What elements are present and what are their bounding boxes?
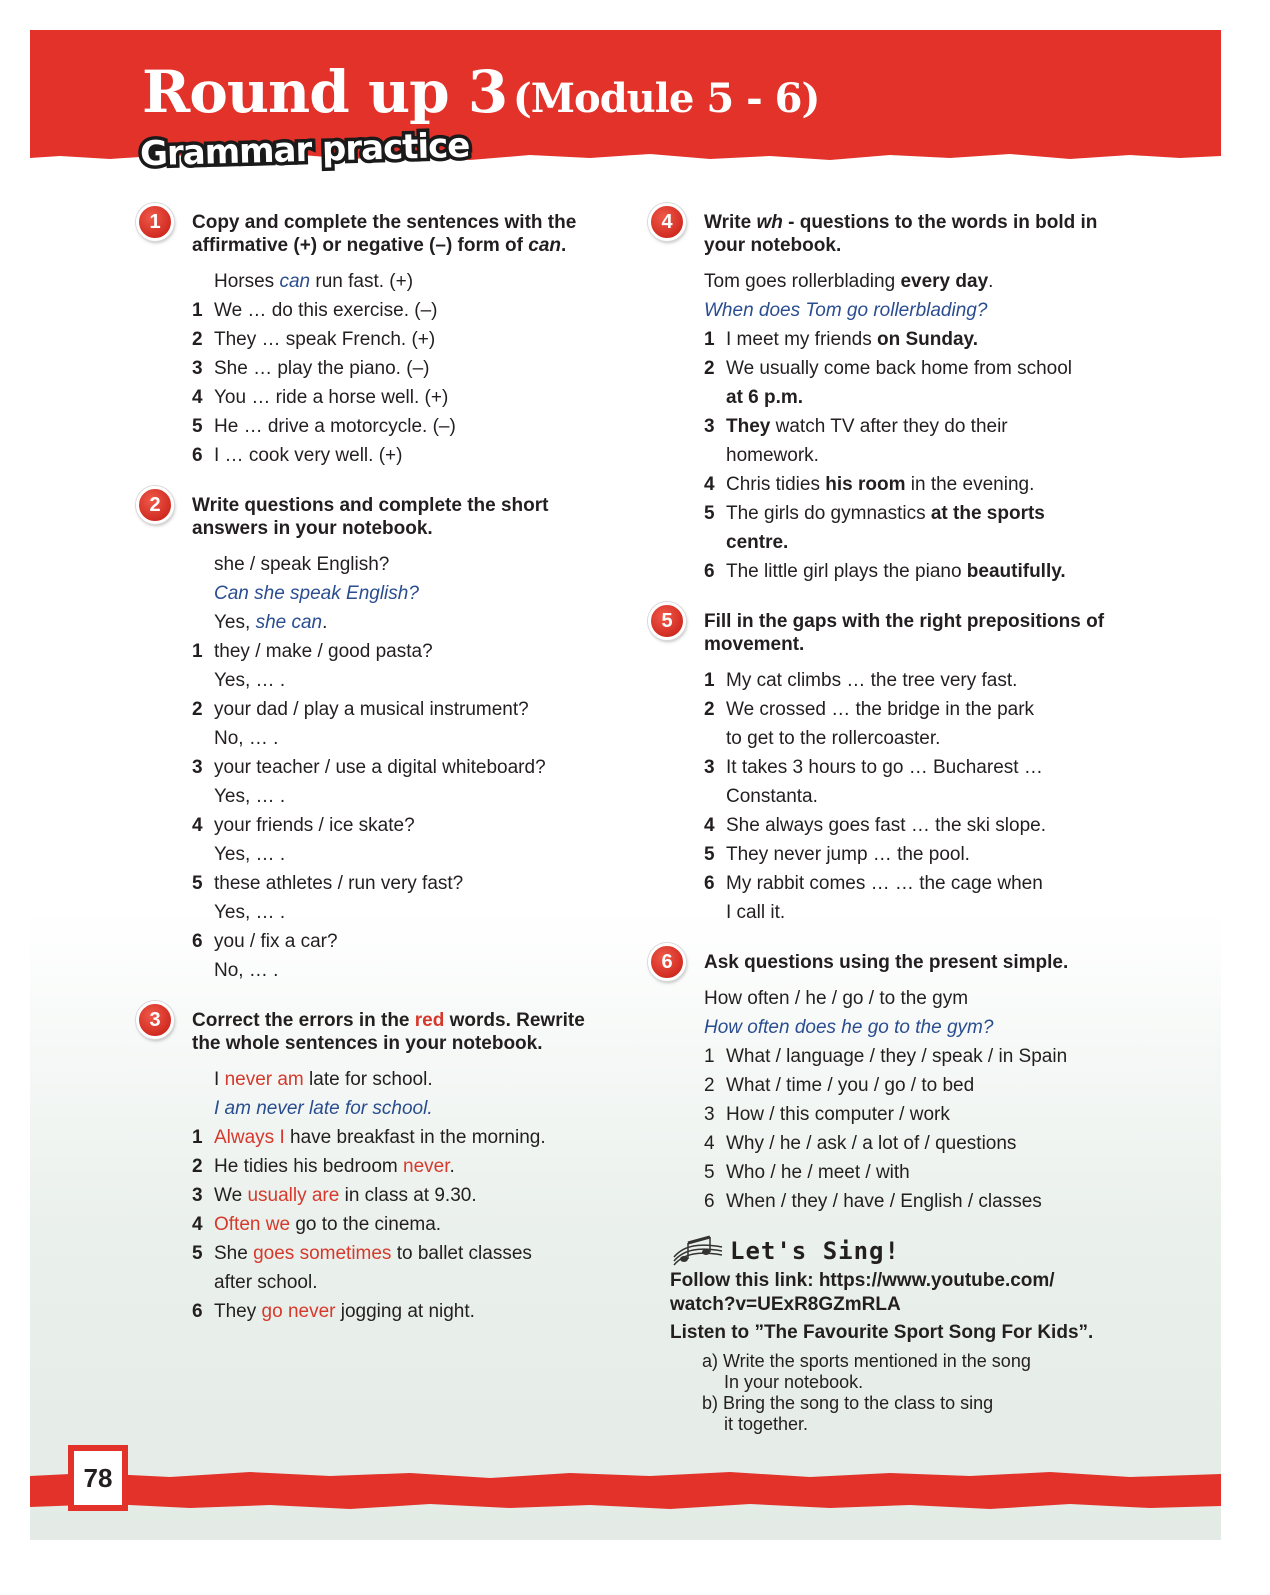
left-column [138,205,608,1344]
exercise-2 [138,488,608,985]
list-item: 6 My rabbit comes … … the cage when [704,873,1043,894]
list-item: 4 You … ride a horse well. (+) [192,387,449,408]
list-item: 6 They go never jogging at night. [192,1301,475,1322]
list-item: 2 He tidies his bedroom never. [192,1156,455,1177]
list-item: 4 She always goes fast … the ski slope. [704,815,1046,836]
list-item: 2 your dad / play a musical instrument? [192,699,529,720]
list-item: 5 They never jump … the pool. [704,844,970,865]
list-item-continuation: after school. [214,1272,318,1293]
list-item: 2 They … speak French. (+) [192,329,436,350]
list-item: 3 They watch TV after they do their [704,416,1008,437]
lets-sing-header [670,1235,1140,1269]
example-question: How often / he / go / to the gym [704,988,969,1009]
list-item: 6 The little girl plays the piano beautifully. [704,561,1066,582]
example-question: she / speak English? [214,554,390,575]
list-item: 5 He … drive a motorcycle. (–) [192,416,456,437]
list-item: 5 The girls do gymnastics at the sports [704,503,1045,524]
music-notes-icon [670,1235,726,1269]
list-item: 4 Chris tidies his room in the evening. [704,474,1035,495]
exercise-number-badge: 5 [648,602,686,640]
list-item-continuation: at 6 p.m. [726,387,804,408]
exercise-4 [650,205,1120,586]
list-item-continuation: Constanta. [726,786,818,807]
exercise-body [704,984,1120,1216]
exercise-5 [650,604,1120,927]
exercise-number-badge: 2 [136,486,174,524]
example-line: Horses can run fast. (+) [214,271,414,292]
list-item: 5 Who / he / meet / with [704,1162,910,1183]
list-item: 1 they / make / good pasta? [192,641,433,662]
list-item: 3 your teacher / use a digital whiteboard? [192,757,546,778]
exercise-3 [138,1003,608,1326]
example-line: Tom goes rollerblading every day. [704,271,994,292]
list-item: 3 We usually are in class at 9.30. [192,1185,477,1206]
short-answer: No, … . [214,960,279,981]
short-answer: No, … . [214,728,279,749]
example-line: I never am late for school. [214,1069,433,1090]
list-item-continuation: I call it. [726,902,786,923]
task-b-continuation: it together. [724,1414,809,1434]
list-item-continuation: to get to the rollercoaster. [726,728,941,749]
page-number: 78 [68,1445,128,1511]
footer-stripe [30,1470,1221,1512]
exercise-body [192,267,608,470]
list-item: 1 Always I have breakfast in the morning. [192,1127,546,1148]
example-answer: When does Tom go rollerblading? [704,300,988,321]
exercise-body [192,1065,608,1326]
title-main: Round up 3 [142,58,508,126]
exercise-instruction: Fill in the gaps with the right prepositions of movement. [704,611,1105,655]
list-item: 1 We … do this exercise. (–) [192,300,438,321]
exercise-number-badge: 3 [136,1001,174,1039]
exercise-instruction: Write wh - questions to the words in bold in your notebook. [704,212,1098,256]
short-answer: Yes, … . [214,902,286,923]
page-title [142,58,819,126]
list-item: 6 When / they / have / English / classes [704,1191,1042,1212]
exercise-body [192,550,608,985]
exercise-number-badge: 1 [136,203,174,241]
list-item: 3 She … play the piano. (–) [192,358,430,379]
list-item: 3 It takes 3 hours to go … Bucharest … [704,757,1043,778]
list-item-continuation: centre. [726,532,789,553]
song-link-line1[interactable]: Follow this link: https://www.youtube.com/ [670,1270,1055,1291]
list-item: 5 these athletes / run very fast? [192,873,464,894]
example-answer: I am never late for school. [214,1098,433,1119]
task-a-continuation: In your notebook. [724,1372,864,1392]
song-link-line2[interactable]: watch?v=UExR8GZmRLA [670,1294,901,1315]
list-item: 2 What / time / you / go / to bed [704,1075,975,1096]
task-a: a) Write the sports mentioned in the song [702,1351,1031,1371]
exercise-instruction: Ask questions using the present simple. [704,952,1069,973]
short-answer: Yes, … . [214,844,286,865]
example-short-answer: Yes, she can. [214,612,328,633]
list-item: 2 We crossed … the bridge in the park [704,699,1035,720]
list-item: 6 I … cook very well. (+) [192,445,403,466]
list-item: 1 I meet my friends on Sunday. [704,329,978,350]
exercise-1 [138,205,608,470]
exercise-number-badge: 4 [648,203,686,241]
right-column [650,205,1120,1234]
section-subtitle: Grammar practice [139,125,470,175]
lets-sing-text [670,1269,1140,1345]
exercise-body [704,267,1120,586]
exercise-number-badge: 6 [648,943,686,981]
list-item: 1 What / language / they / speak / in Spain [704,1046,1068,1067]
example-answer: Can she speak English? [214,583,419,604]
list-item: 4 Often we go to the cinema. [192,1214,442,1235]
title-module: (Module 5 - 6) [512,75,820,122]
list-item: 3 How / this computer / work [704,1104,950,1125]
exercise-body [704,666,1120,927]
list-item: 1 My cat climbs … the tree very fast. [704,670,1018,691]
list-item: 2 We usually come back home from school [704,358,1073,379]
list-item: 4 Why / he / ask / a lot of / questions [704,1133,1017,1154]
exercise-6 [650,945,1120,1216]
short-answer: Yes, … . [214,786,286,807]
list-item: 4 your friends / ice skate? [192,815,415,836]
lets-sing-tasks [702,1351,1140,1435]
workbook-page [30,30,1221,1540]
list-item: 5 She goes sometimes to ballet classes [192,1243,532,1264]
example-answer: How often does he go to the gym? [704,1017,994,1038]
list-item-continuation: homework. [726,445,819,466]
exercise-instruction: Write questions and complete the short answers in your notebook. [192,495,549,539]
lets-sing-title: Let's Sing! [730,1237,900,1265]
task-b: b) Bring the song to the class to sing [702,1393,994,1413]
exercise-instruction: Copy and complete the sentences with the affirmative (+) or negative (–) form of can. [192,212,577,256]
listen-instruction: Listen to ”The Favourite Sport Song For Kids”. [670,1322,1094,1343]
exercise-instruction: Correct the errors in the red words. Rewrite the whole sentences in your notebook. [192,1010,585,1054]
short-answer: Yes, … . [214,670,286,691]
list-item: 6 you / fix a car? [192,931,338,952]
lets-sing-box [670,1235,1140,1435]
